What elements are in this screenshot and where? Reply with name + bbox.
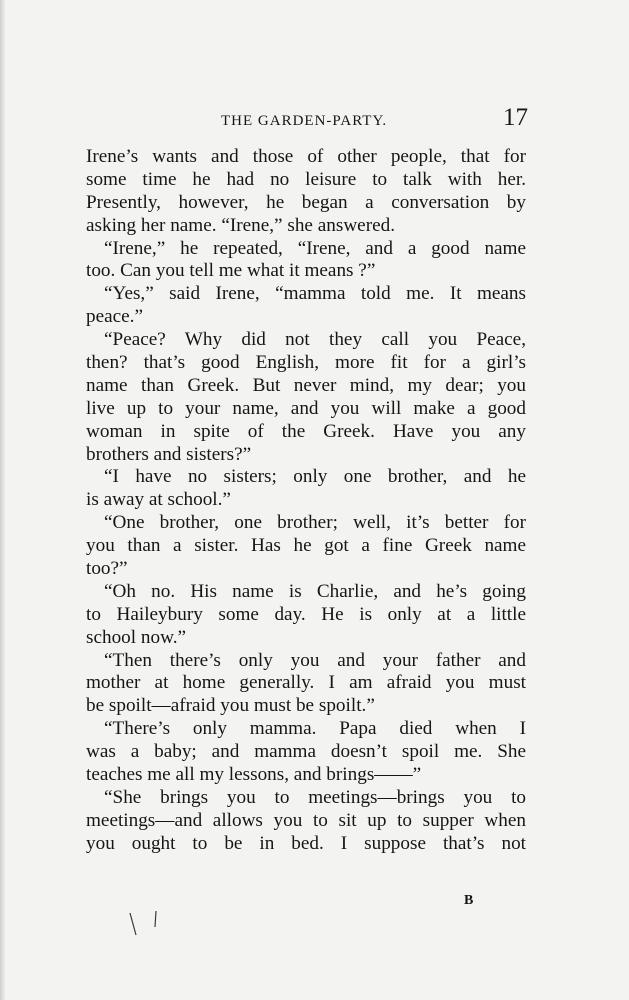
text-line: “Peace? Why did not they call you Peace,	[104, 329, 526, 351]
page-header	[86, 104, 528, 138]
text-line: mother at home generally. I am afraid you must	[86, 672, 526, 694]
text-line: “Oh no. His name is Charlie, and he’s going	[104, 580, 526, 602]
text-line: live up to your name, and you will make a good	[86, 397, 526, 419]
text-line: you ought to be in bed. I suppose that’s not	[86, 832, 526, 854]
text-line: name than Greek. But never mind, my dear; you	[86, 374, 526, 396]
text-line: to Haileybury some day. He is only at a little	[86, 603, 526, 625]
text-line: then? that’s good English, more fit for a girl’s	[86, 352, 526, 374]
signature-mark: B	[464, 893, 474, 908]
text-line: woman in spite of the Greek. Have you any	[86, 420, 526, 442]
text-line: you than a sister. Has he got a fine Greek name	[86, 535, 526, 557]
text-line: was a baby; and mamma doesn’t spoil me. She	[86, 741, 526, 763]
text-line: too. Can you tell me what it means ?”	[86, 260, 376, 282]
text-line: “Irene,” he repeated, “Irene, and a good name	[104, 237, 526, 259]
text-line: Presently, however, he began a conversation by	[86, 191, 526, 213]
text-line: be spoilt—afraid you must be spoilt.”	[86, 695, 375, 717]
running-title: THE GARDEN-PARTY.	[221, 113, 388, 129]
body-text	[86, 146, 526, 856]
text-line: too?”	[86, 558, 128, 580]
page-number: 17	[503, 104, 528, 131]
text-line: peace.”	[86, 306, 143, 328]
text-line: “There’s only mamma. Papa died when I	[104, 718, 526, 740]
text-line: is away at school.”	[86, 489, 231, 511]
stray-marks	[128, 911, 168, 941]
text-line: “I have no sisters; only one brother, and he	[104, 466, 526, 488]
text-line: some time he had no leisure to talk with her.	[86, 168, 526, 190]
text-line: Irene’s wants and those of other people, that for	[86, 146, 526, 167]
text-line: “Then there’s only you and your father and	[104, 649, 526, 671]
text-line: brothers and sisters?”	[86, 443, 252, 465]
text-line: “She brings you to meetings—brings you to	[104, 786, 526, 808]
text-line: “One brother, one brother; well, it’s better for	[104, 512, 526, 534]
text-line: meetings—and allows you to sit up to supper when	[86, 809, 526, 831]
text-line: “Yes,” said Irene, “mamma told me. It means	[104, 283, 526, 305]
page-edge-shadow	[0, 0, 6, 1000]
text-line: asking her name. “Irene,” she answered.	[86, 214, 395, 236]
text-line: teaches me all my lessons, and brings——”	[86, 764, 422, 786]
text-line: school now.”	[86, 626, 187, 648]
